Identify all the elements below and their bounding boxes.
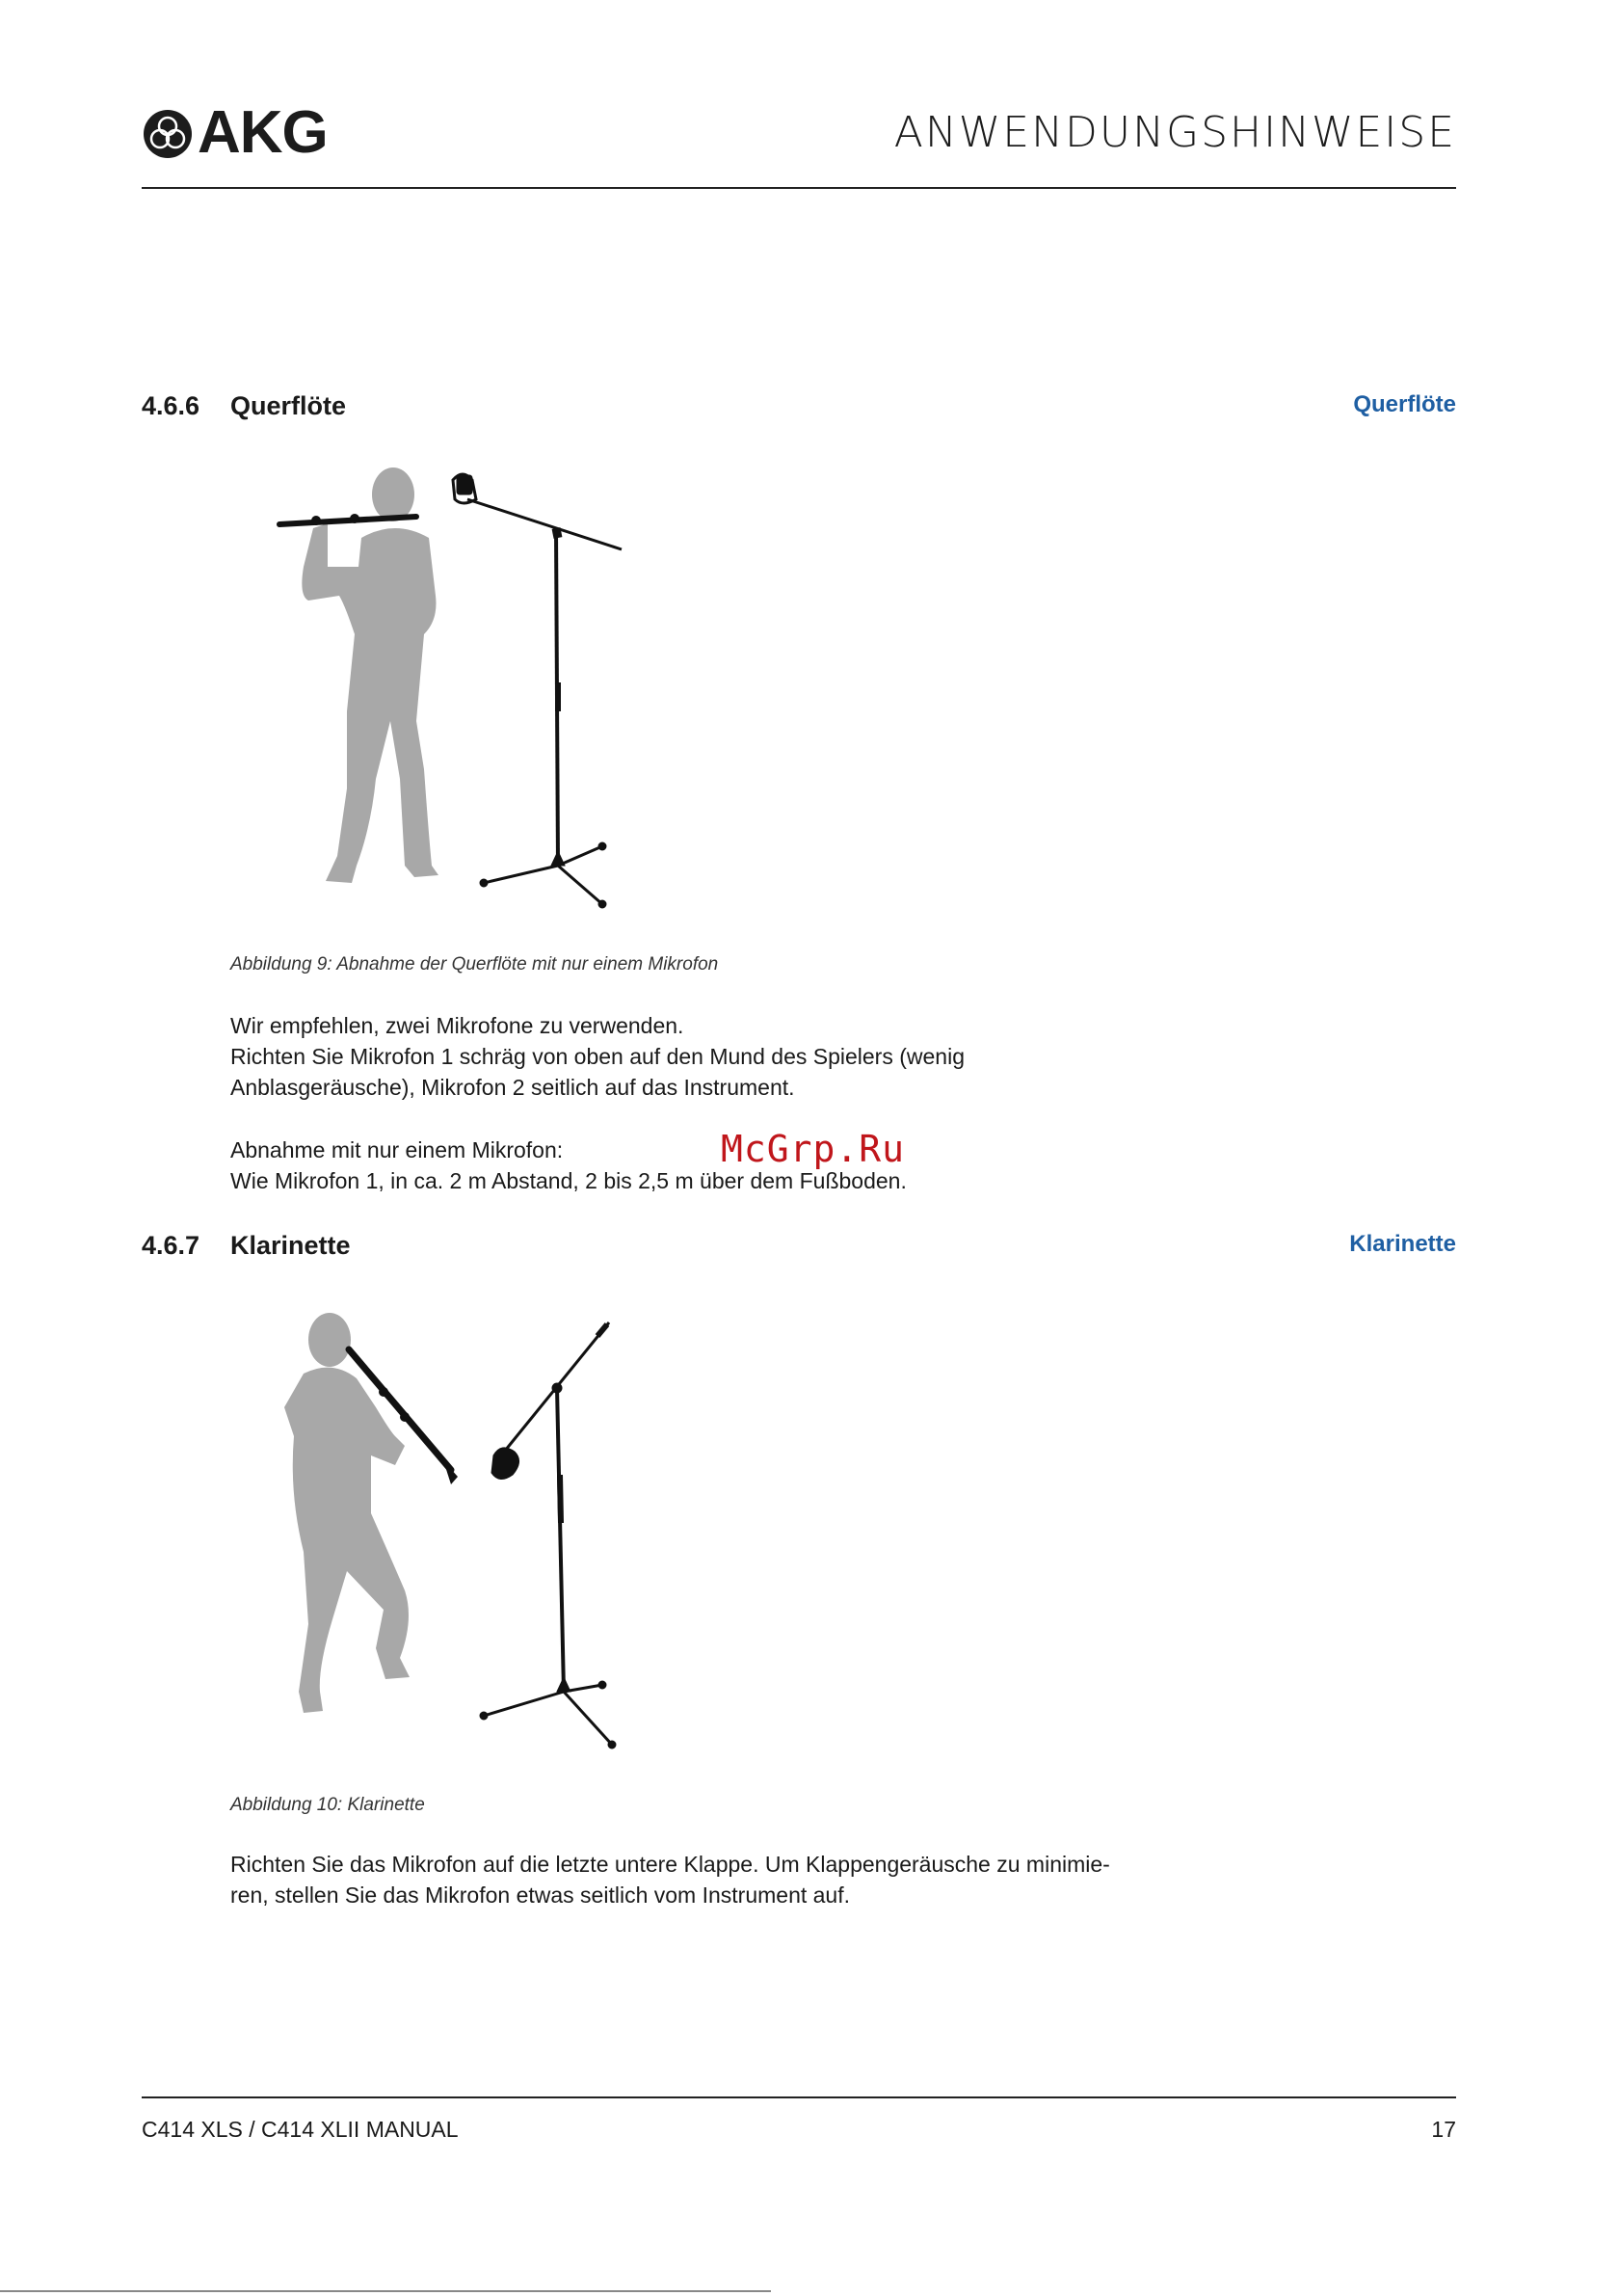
page-number: 17	[1431, 2117, 1456, 2142]
margin-note: Querflöte	[1353, 391, 1456, 417]
section-number: 4.6.7	[142, 1231, 200, 1260]
akg-emblem-icon	[142, 108, 194, 160]
footer-manual-title: C414 XLS / C414 XLII MANUAL	[142, 2117, 459, 2142]
section-title: Querflöte	[230, 391, 347, 420]
figure-caption: Abbildung 10: Klarinette	[230, 1795, 425, 1815]
watermark: McGrp.Ru	[721, 1128, 906, 1170]
figure-caption: Abbildung 9: Abnahme der Querflöte mit nur einem Mikrofon	[230, 954, 719, 974]
clarinet-player-illustration	[270, 1301, 636, 1754]
akg-logo	[142, 99, 383, 166]
flute-player-illustration	[270, 461, 636, 914]
paragraph: Wir empfehlen, zwei Mikrofone zu verwenden. Richten Sie Mikrofon 1 schräg von oben auf den Mund des Spielers (wenig Anblasgeräusche), Mikrofon 2 seitlich auf das Instrument.	[230, 1013, 965, 1100]
header-divider	[142, 187, 1456, 189]
paragraph: Abnahme mit nur einem Mikrofon: Wie Mikrofon 1, in ca. 2 m Abstand, 2 bis 2,5 m über dem Fußboden.	[230, 1137, 907, 1193]
page-header-title: ANWENDUNGSHINWEISE	[893, 108, 1456, 157]
scan-edge	[0, 2290, 771, 2292]
paragraph: Richten Sie das Mikrofon auf die letzte untere Klappe. Um Klappengeräusche zu minimie- ren, stellen Sie das Mikrofon etwas seitlich vom Instrument auf.	[230, 1852, 1110, 1908]
footer-divider	[142, 2096, 1456, 2098]
margin-note: Klarinette	[1349, 1231, 1456, 1257]
section-title: Klarinette	[230, 1231, 351, 1260]
section-number: 4.6.6	[142, 391, 200, 420]
brand-wordmark: AKG	[198, 99, 328, 166]
